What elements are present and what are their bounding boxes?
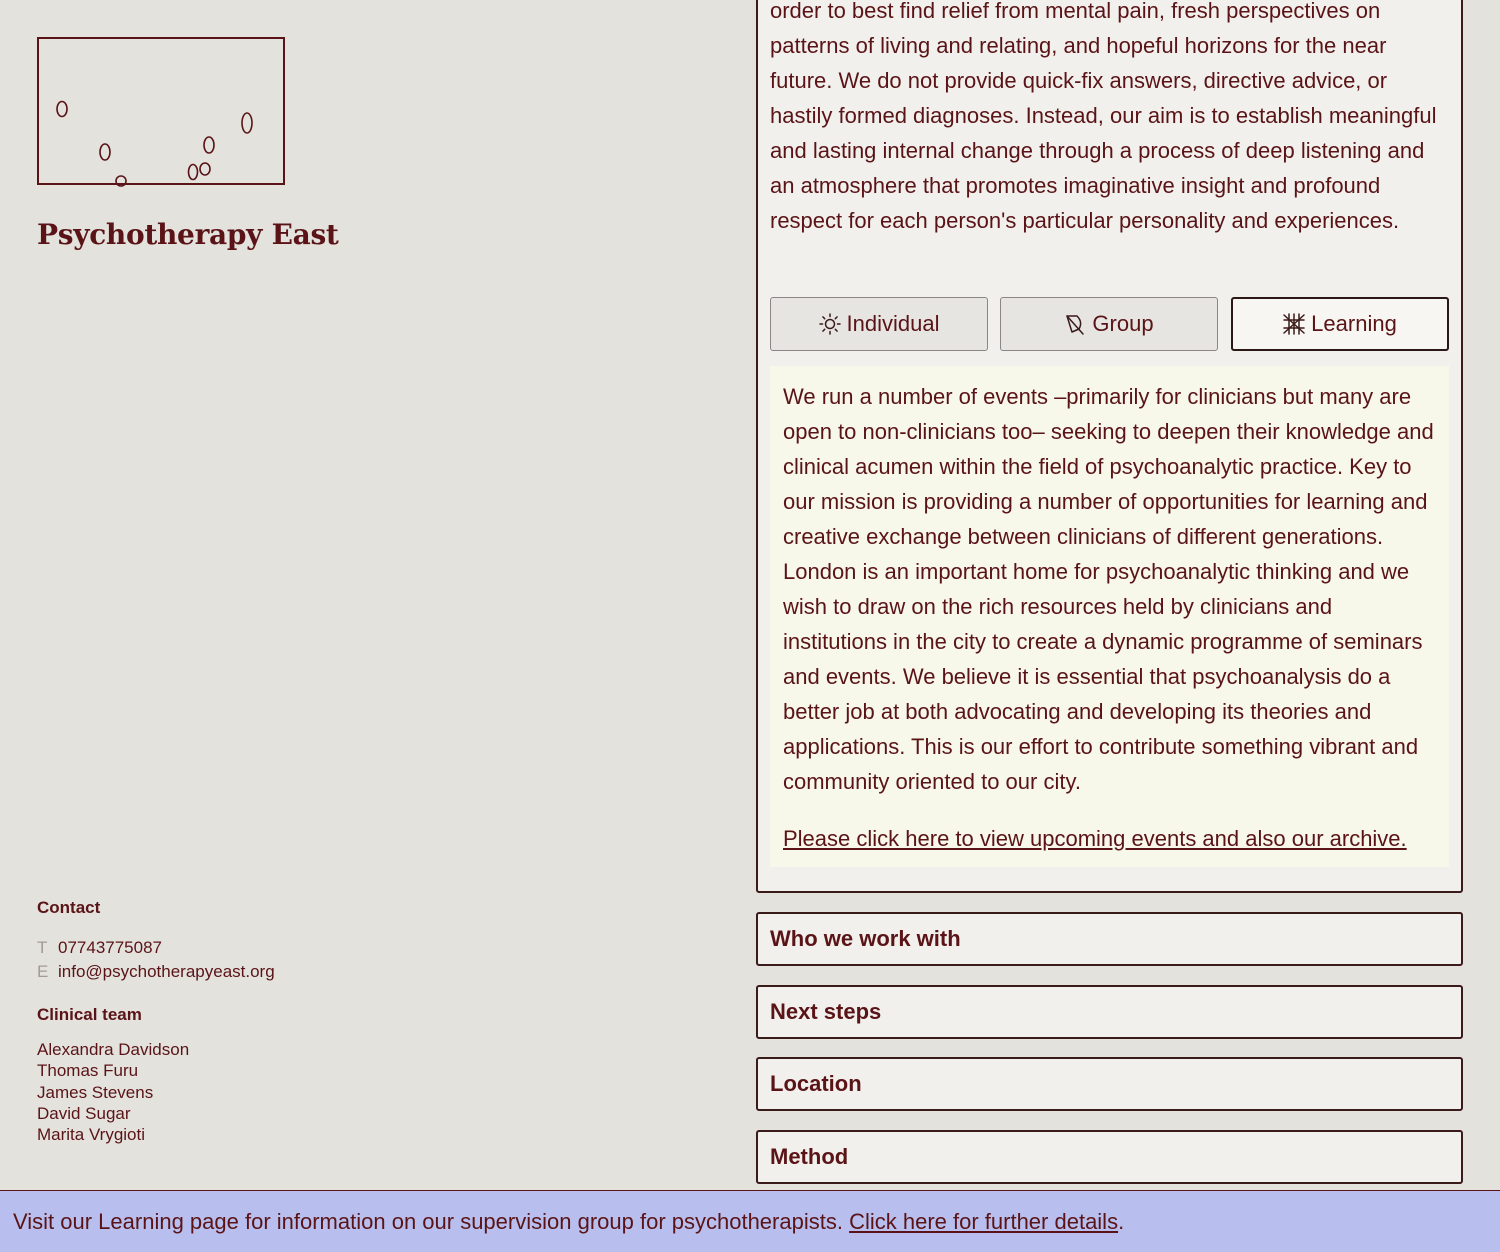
contact-phone-row (37, 936, 275, 960)
accordion-method[interactable] (756, 1130, 1463, 1184)
tab-individual-label: Individual (846, 311, 940, 336)
banner-text: Visit our Learning page for information on our supervision group for psychotherapists. (13, 1208, 843, 1234)
events-archive-link[interactable]: Please click here to view upcoming events and also our archive. (783, 826, 1407, 851)
accordion-next-steps[interactable] (756, 985, 1463, 1039)
accordion-who-we-work-with[interactable] (756, 912, 1463, 966)
team-member: Thomas Furu (37, 1061, 139, 1081)
logo[interactable] (37, 37, 285, 185)
accordion-location[interactable] (756, 1057, 1463, 1111)
team-member: James Stevens (37, 1082, 154, 1102)
tab-group-label: Group (1092, 311, 1154, 336)
email-link[interactable]: info@psychotherapyeast.org (58, 962, 275, 981)
learning-tab-panel (770, 366, 1449, 867)
tab-group[interactable] (1000, 297, 1218, 351)
team-member: David Sugar (37, 1103, 131, 1123)
clinical-team-section (37, 1005, 189, 1145)
announcement-banner (0, 1190, 1500, 1252)
accordion-label: Location (770, 1071, 862, 1096)
clinical-team-list (37, 1039, 189, 1145)
tab-learning[interactable] (1231, 297, 1449, 351)
contact-heading: Contact (37, 898, 101, 917)
contact-email-row (37, 960, 275, 984)
bubbles-logo-graphic (39, 39, 287, 187)
leaf-icon (1064, 313, 1086, 335)
contact-section (37, 898, 275, 984)
email-label: E (37, 962, 49, 981)
tab-learning-label: Learning (1311, 311, 1397, 336)
learning-description: We run a number of events –primarily for clinicians but many are open to non-clinicians too– seeking to deepen their knowledge and clinical acumen within the field of psychoanalytic practice. Key to our mission is providing a number of opportunities for learning and creative exchange between clinicians of different generations. London is an important home for psychoanalytic thinking and we wish to draw on the rich resources held by clinicians and institutions in the city to create a dynamic programme of seminars and events. We believe it is essential that psychoanalysis do a better job at both advocating and developing its theories and applications. This is our effort to contribute something vibrant and community oriented to our city. (783, 384, 1434, 794)
banner-suffix: . (1118, 1208, 1125, 1234)
phone-label: T (37, 938, 48, 957)
accordion-label: Who we work with (770, 926, 961, 951)
phone-number-link[interactable]: 07743775087 (58, 938, 163, 957)
accordion-label: Next steps (770, 999, 882, 1024)
team-member: Alexandra Davidson (37, 1040, 190, 1059)
clinical-team-heading: Clinical team (37, 1005, 142, 1024)
site-title[interactable]: Psychotherapy East (37, 218, 339, 251)
team-member: Marita Vrygioti (37, 1125, 146, 1145)
intro-paragraph: order to best find relief from mental pain, fresh perspectives on patterns of living and relating, and hopeful horizons for the near future. We do not provide quick-fix answers, directive advice, or hastily formed diagnoses. Instead, our aim is to establish meaningful and lasting internal change through a process of deep listening and an atmosphere that promotes imaginative insight and profound respect for each person's particular personality and experiences. (770, 0, 1437, 233)
lattice-icon (1283, 313, 1305, 335)
tab-individual[interactable] (770, 297, 988, 351)
banner-details-link[interactable]: Click here for further details (849, 1208, 1119, 1234)
sun-icon (819, 313, 841, 335)
accordion-label: Method (770, 1144, 849, 1169)
